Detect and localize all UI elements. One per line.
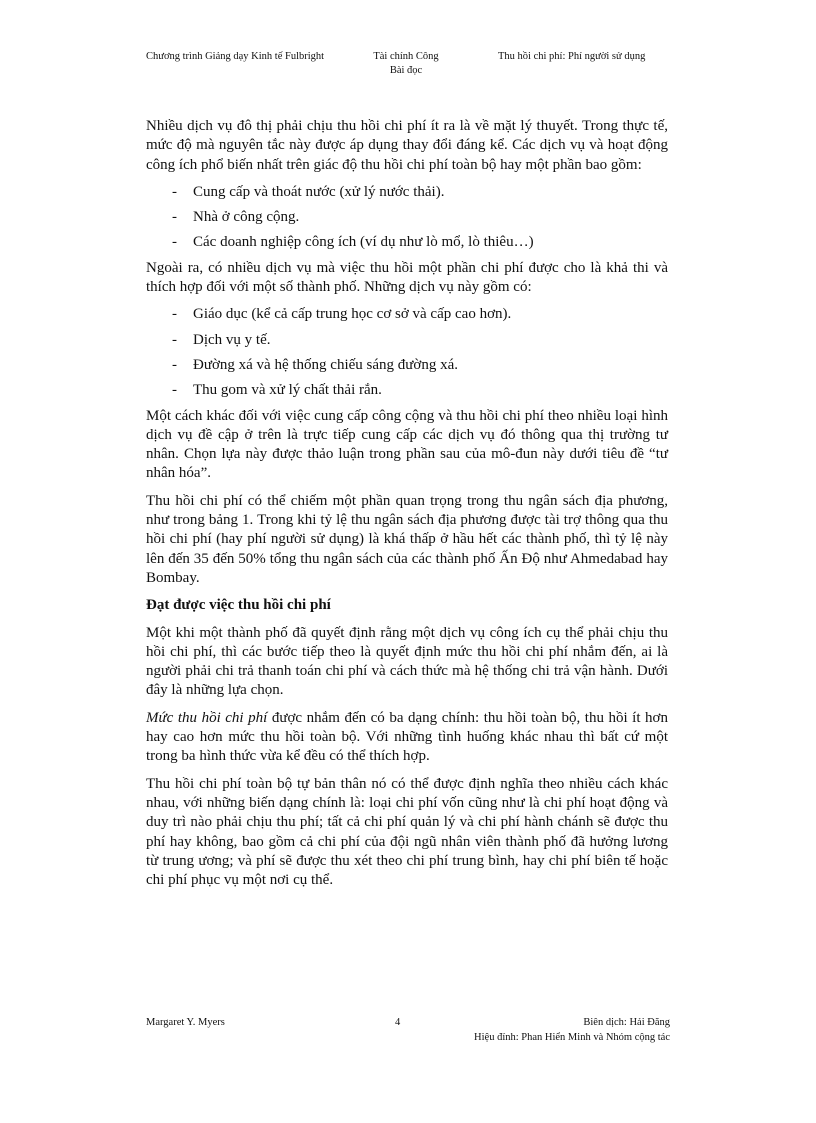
- dash-bullet: -: [172, 183, 177, 200]
- dash-bullet: -: [172, 331, 177, 348]
- paragraph-7: Thu hồi chi phí toàn bộ tự bản thân nó có thể được định nghĩa theo nhiều cách khác nhau, với những biến dạng chính là: loại chi phí vốn cũng như là chi phí hoạt động và duy trì nào phải chịu thu phí; tất cả chi phí quản lý và chi phí hành chánh sẽ được thu phí hay không, bao gồm cả chi phí của đội ngũ nhân viên thành phố đã hưởng lương từ trung ương; và phí sẽ được thu xét theo chi phí trung bình, hay chi phí biên tế hoặc chi phí phục vụ một nơi cụ thể.: [146, 775, 668, 889]
- page-number: 4: [395, 1017, 401, 1028]
- paragraph-2: Ngoài ra, có nhiều dịch vụ mà việc thu hồi một phần chi phí được cho là khả thi và thích hợp đối với một số thành phố. Những dịch vụ này gồm có:: [146, 259, 668, 296]
- page-header: [146, 50, 676, 90]
- header-course-line1: Tài chính Công: [373, 51, 439, 62]
- dash-bullet: -: [172, 209, 177, 226]
- list-item: - Đường xá và hệ thống chiếu sáng đường xá.: [146, 356, 668, 375]
- list-item: - Giáo dục (kể cả cấp trung học cơ sở và cấp cao hơn).: [146, 305, 668, 324]
- paragraph-6: [146, 709, 668, 767]
- footer-editor: Hiệu đính: Phan Hiển Minh và Nhóm cộng tác: [474, 1032, 670, 1043]
- list-item: - Cung cấp và thoát nước (xử lý nước thải).: [146, 183, 668, 202]
- list-item: - Thu gom và xử lý chất thải rắn.: [146, 381, 668, 400]
- header-course-line2: Bài đọc: [389, 65, 423, 76]
- dash-bullet: -: [172, 356, 177, 373]
- italic-term: Mức thu hồi chi phí: [146, 709, 268, 726]
- dash-bullet: -: [172, 234, 177, 251]
- header-chapter-title: Thu hồi chi phí: Phí người sử dụng: [498, 51, 646, 62]
- footer-author: Margaret Y. Myers: [146, 1017, 225, 1028]
- footer-credits: [470, 1015, 670, 1045]
- bullet-list-partial-recovery: [146, 305, 668, 400]
- list-item: - Các doanh nghiệp công ích (ví dụ như lò mổ, lò thiêu…): [146, 233, 668, 252]
- list-item: - Nhà ở công cộng.: [146, 208, 668, 227]
- paragraph-3: Một cách khác đối với việc cung cấp công cộng và thu hồi chi phí theo nhiều loại hình dịch vụ đề cập ở trên là trực tiếp cung cấp các dịch vụ đó thông qua thị trường tư nhân. Chọn lựa này được thảo luận trong phần sau của mô-đun này dưới tiêu đề “tư nhân hóa”.: [146, 407, 668, 482]
- document-body: [146, 117, 668, 898]
- section-heading: Đạt được việc thu hồi chi phí: [146, 597, 331, 614]
- paragraph-6-rest: được nhắm đến có ba dạng chính: thu hồi toàn bộ, thu hồi ít hơn hay cao hơn mức thu hồi toàn bộ. Với những tình huống khác nhau thì bất cứ một trong ba hình thức vừa kể đều có thể thích hợp.: [146, 709, 668, 765]
- footer-translator: Biên dịch: Hải Đăng: [583, 1017, 670, 1028]
- dash-bullet: -: [172, 306, 177, 323]
- list-item: - Dịch vụ y tế.: [146, 331, 668, 350]
- bullet-list-full-recovery: [146, 183, 668, 253]
- dash-bullet: -: [172, 382, 177, 399]
- paragraph-4: Thu hồi chi phí có thể chiếm một phần quan trọng trong thu ngân sách địa phương, như trong bảng 1. Trong khi tỷ lệ thu ngân sách địa phương được tài trợ thông qua thu hồi chi phí (hay phí người sử dụng) là khá thấp ở hầu hết các thành phố, thì tỷ lệ này lên đến 35 đến 50% tổng thu ngân sách của các thành phố Ấn Độ như Ahmedabad hay Bombay.: [146, 492, 668, 586]
- header-course-title: [358, 50, 454, 78]
- paragraph-1: Nhiều dịch vụ đô thị phải chịu thu hồi chi phí ít ra là về mặt lý thuyết. Trong thực tế, mức độ mà nguyên tắc này được áp dụng thay đổi đáng kể. Các dịch vụ và hoạt động công ích phổ biến nhất trên giác độ thu hồi chi phí toàn bộ hay một phần bao gồm:: [146, 118, 668, 173]
- header-program-name: Chương trình Giảng dạy Kinh tế Fulbright: [146, 51, 325, 62]
- paragraph-5: Một khi một thành phố đã quyết định rằng một dịch vụ công ích cụ thể phải chịu thu hồi chi phí, thì các bước tiếp theo là quyết định mức thu hồi chi phí nhắm đến, ai là người phải chi trả thanh toán chi phí và cách thức mà hệ thống chi trả vận hành. Dưới đây là những lựa chọn.: [146, 624, 668, 699]
